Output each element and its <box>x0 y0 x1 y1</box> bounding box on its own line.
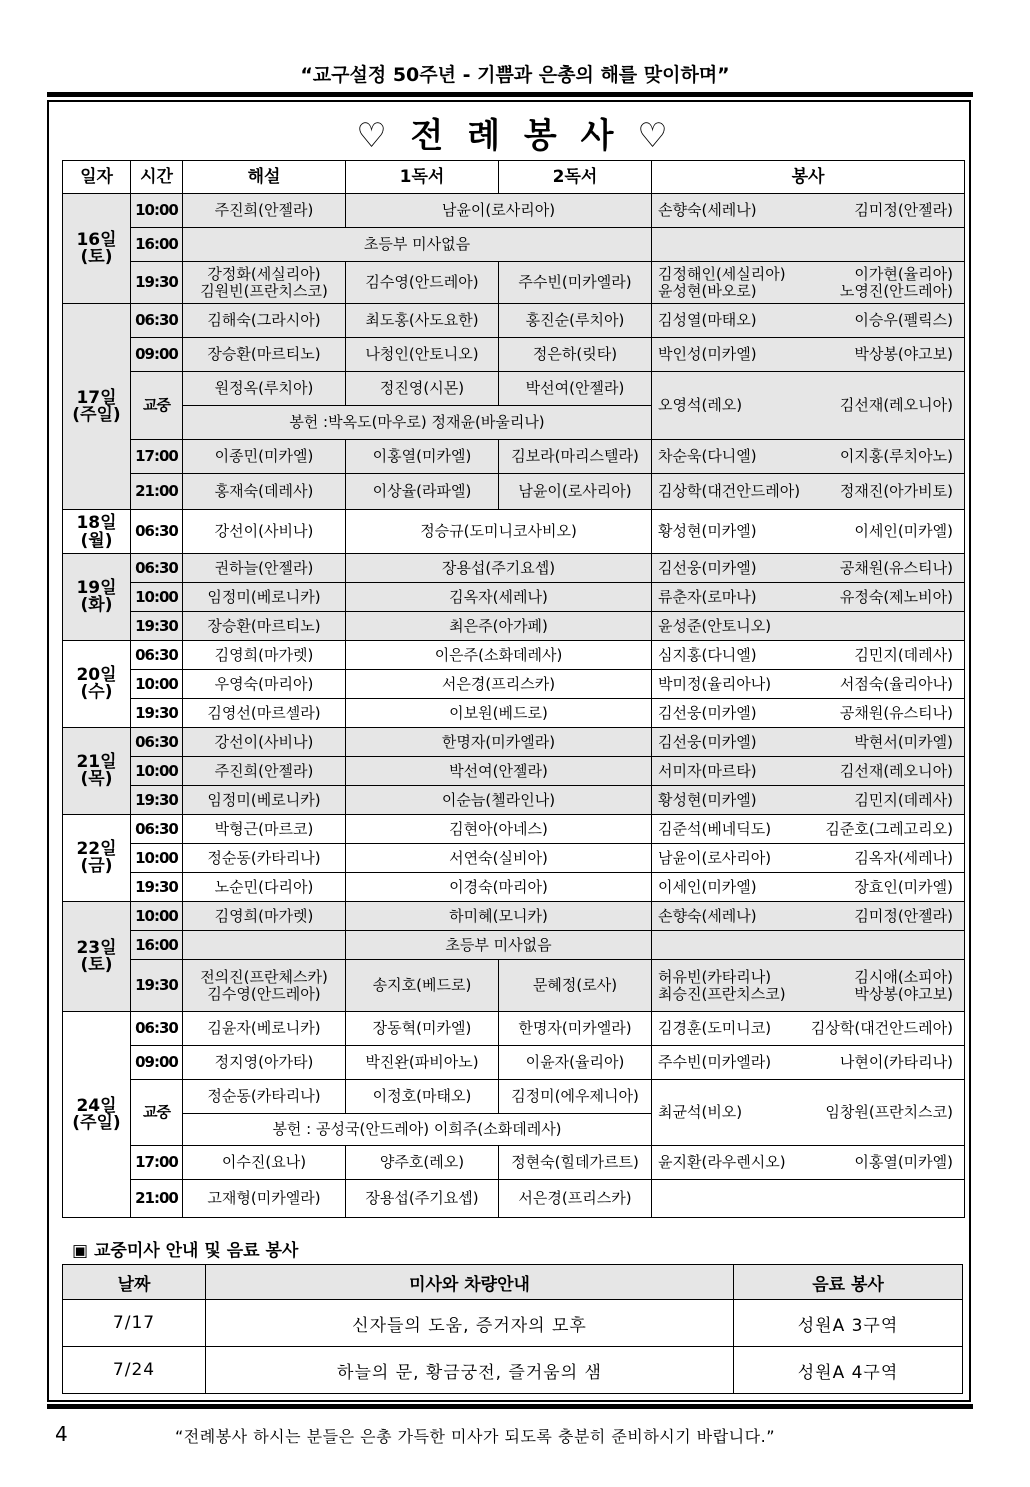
table-row <box>63 931 965 960</box>
col-reading1: 1독서 <box>346 161 499 194</box>
commentator: 정순동(카타리나) <box>183 1080 346 1114</box>
servers <box>652 1180 965 1218</box>
time-cell: 06:30 <box>131 304 183 338</box>
servers: 황성현(미카엘) 김민지(데레사) <box>652 786 965 815</box>
date-cell: 24일 (주일) <box>63 1012 131 1218</box>
servers: 심지홍(다니엘) 김민지(데레사) <box>652 641 965 670</box>
footer-text: “전례봉사 하시는 분들은 은총 가득한 미사가 되도록 충분히 준비하시기 바랍니다.” <box>175 1427 775 1446</box>
time-cell: 06:30 <box>131 815 183 844</box>
col-info-mass: 미사와 차량안내 <box>206 1265 734 1300</box>
commentator: 김해숙(그라시아) <box>183 304 346 338</box>
reader: 남윤이(로사리아) <box>346 194 652 228</box>
time-cell: 19:30 <box>131 699 183 728</box>
commentator: 김영선(마르셀라) <box>183 699 346 728</box>
servers: 손향숙(세레나) 김미정(안젤라) <box>652 194 965 228</box>
reader2: 정은하(릿타) <box>499 338 652 372</box>
servers: 박인성(미카엘) 박상봉(야고보) <box>652 338 965 372</box>
reader1: 이홍열(미카엘) <box>346 440 499 474</box>
commentator: 고재형(미카엘라) <box>183 1180 346 1218</box>
col-service: 봉사 <box>652 161 965 194</box>
servers: 김선웅(미카엘) 공채원(유스티나) <box>652 554 965 583</box>
time-cell: 10:00 <box>131 757 183 786</box>
servers: 이세인(미카엘) 장효인(미카엘) <box>652 873 965 902</box>
commentator: 임정미(베로니카) <box>183 786 346 815</box>
table-header-row <box>63 161 965 194</box>
commentator: 노순민(다리아) <box>183 873 346 902</box>
info-date: 7/17 <box>63 1300 206 1347</box>
reader1: 김수영(안드레아) <box>346 262 499 304</box>
time-cell: 10:00 <box>131 583 183 612</box>
time-cell: 19:30 <box>131 262 183 304</box>
servers: 손향숙(세레나) 김미정(안젤라) <box>652 902 965 931</box>
table-row <box>63 262 965 304</box>
servers <box>652 228 965 262</box>
time-cell: 06:30 <box>131 641 183 670</box>
reader1: 양주호(레오) <box>346 1146 499 1180</box>
time-cell: 19:30 <box>131 612 183 641</box>
reader2: 정현숙(힐데가르트) <box>499 1146 652 1180</box>
table-row <box>63 728 965 757</box>
servers: 남윤이(로사리아) 김옥자(세레나) <box>652 844 965 873</box>
table-row <box>63 1347 963 1394</box>
servers: 김정해인(세실리아) 이가현(율리아) 윤성현(바오로) 노영진(안드레아) <box>652 262 965 304</box>
bottom-rule <box>47 1404 973 1409</box>
reader2: 남윤이(로사리아) <box>499 474 652 510</box>
reader: 장용섭(주기요셉) <box>346 554 652 583</box>
date-cell: 18일 (월) <box>63 510 131 554</box>
reader2: 김보라(마리스텔라) <box>499 440 652 474</box>
time-cell: 16:00 <box>131 931 183 960</box>
servers: 주수빈(미카엘라) 나현이(카타리나) <box>652 1046 965 1080</box>
reader: 한명자(미카엘라) <box>346 728 652 757</box>
servers <box>652 931 965 960</box>
table-row <box>63 372 965 406</box>
reader2: 문혜정(로사) <box>499 960 652 1012</box>
time-cell: 10:00 <box>131 902 183 931</box>
time-cell: 17:00 <box>131 1146 183 1180</box>
col-date: 일자 <box>63 161 131 194</box>
reader1: 이정호(마태오) <box>346 1080 499 1114</box>
table-row <box>63 583 965 612</box>
table-row <box>63 815 965 844</box>
time-cell: 10:00 <box>131 194 183 228</box>
table-row <box>63 440 965 474</box>
liturgy-schedule-table <box>62 160 965 1218</box>
time-cell: 21:00 <box>131 1180 183 1218</box>
commentator: 권하늘(안젤라) <box>183 554 346 583</box>
time-cell: 09:00 <box>131 338 183 372</box>
table-row <box>63 554 965 583</box>
time-cell: 06:30 <box>131 1012 183 1046</box>
reader2: 홍진순(루치아) <box>499 304 652 338</box>
commentator: 강선이(사비나) <box>183 510 346 554</box>
servers: 오영석(레오) 김선재(레오니아) <box>652 372 965 440</box>
page-number: 4 <box>55 1422 68 1446</box>
commentator: 강정화(세실리아) 김원빈(프란치스코) <box>183 262 346 304</box>
offertory: 봉헌 : 공성국(안드레아) 이희주(소화데레사) <box>183 1114 652 1146</box>
servers: 차순욱(다니엘) 이지홍(루치아노) <box>652 440 965 474</box>
commentator: 이수진(요나) <box>183 1146 346 1180</box>
table-row <box>63 474 965 510</box>
time-cell: 교중 <box>131 372 183 440</box>
time-cell: 19:30 <box>131 960 183 1012</box>
reader: 최은주(아가페) <box>346 612 652 641</box>
servers: 류춘자(로마나) 유정숙(제노비아) <box>652 583 965 612</box>
info-drink: 성원A 3구역 <box>734 1300 963 1347</box>
mass-info-table <box>62 1264 963 1394</box>
time-cell: 06:30 <box>131 728 183 757</box>
servers: 윤성준(안토니오) <box>652 612 965 641</box>
table-row <box>63 304 965 338</box>
info-mass: 하늘의 문, 황금궁전, 즐거움의 샘 <box>206 1347 734 1394</box>
commentator: 임정미(베로니카) <box>183 583 346 612</box>
section-title: ▣ 교중미사 안내 및 음료 봉사 <box>72 1241 299 1261</box>
commentator: 정지영(아가타) <box>183 1046 346 1080</box>
reader: 김옥자(세레나) <box>346 583 652 612</box>
col-reading2: 2독서 <box>499 161 652 194</box>
top-rule <box>47 92 973 97</box>
time-cell: 10:00 <box>131 844 183 873</box>
commentator: 우영숙(마리아) <box>183 670 346 699</box>
date-cell: 19일 (화) <box>63 554 131 641</box>
reader2: 주수빈(미카엘라) <box>499 262 652 304</box>
commentator: 이종민(미카엘) <box>183 440 346 474</box>
reader1: 이상율(라파엘) <box>346 474 499 510</box>
reader: 서은경(프리스카) <box>346 670 652 699</box>
date-cell: 21일 (목) <box>63 728 131 815</box>
table-row <box>63 960 965 1012</box>
time-cell: 06:30 <box>131 554 183 583</box>
commentator: 주진희(안젤라) <box>183 757 346 786</box>
commentator: 박형근(마르코) <box>183 815 346 844</box>
servers: 서미자(마르타) 김선재(레오니아) <box>652 757 965 786</box>
table-row <box>63 1012 965 1046</box>
table-row <box>63 844 965 873</box>
table-row <box>63 510 965 554</box>
commentator: 장승환(마르티노) <box>183 338 346 372</box>
date-cell: 23일 (토) <box>63 902 131 1012</box>
info-mass: 신자들의 도움, 증거자의 모후 <box>206 1300 734 1347</box>
table-row <box>63 670 965 699</box>
table-row <box>63 786 965 815</box>
commentator: 김영희(마가렛) <box>183 902 346 931</box>
main-title: ♡ 전 례 봉 사 ♡ <box>356 116 674 156</box>
servers: 허유빈(카타리나) 김시애(소피아) 최승진(프란치스코) 박상봉(야고보) <box>652 960 965 1012</box>
table-row <box>63 194 965 228</box>
servers: 김선웅(미카엘) 박현서(미카엘) <box>652 728 965 757</box>
servers: 최균석(비오) 임창원(프란치스코) <box>652 1080 965 1146</box>
reader2: 한명자(미카엘라) <box>499 1012 652 1046</box>
reader1: 최도홍(사도요한) <box>346 304 499 338</box>
reader: 이은주(소화데레사) <box>346 641 652 670</box>
no-mass-note: 초등부 미사없음 <box>346 931 652 960</box>
time-cell: 19:30 <box>131 873 183 902</box>
table-row <box>63 338 965 372</box>
reader: 김현아(아네스) <box>346 815 652 844</box>
commentator: 전의진(프란체스카) 김수영(안드레아) <box>183 960 346 1012</box>
servers: 김상학(대건안드레아) 정재진(아가비토) <box>652 474 965 510</box>
date-cell: 20일 (수) <box>63 641 131 728</box>
table-row <box>63 902 965 931</box>
commentator: 김영희(마가렛) <box>183 641 346 670</box>
table-row <box>63 641 965 670</box>
table-row <box>63 757 965 786</box>
commentator: 강선이(사비나) <box>183 728 346 757</box>
reader2: 이윤자(율리아) <box>499 1046 652 1080</box>
reader: 이보원(베드로) <box>346 699 652 728</box>
reader: 이순늠(첼라인나) <box>346 786 652 815</box>
reader: 하미혜(모니카) <box>346 902 652 931</box>
time-cell: 교중 <box>131 1080 183 1146</box>
reader: 정승규(도미니코사비오) <box>346 510 652 554</box>
reader: 이경숙(마리아) <box>346 873 652 902</box>
reader2: 서은경(프리스카) <box>499 1180 652 1218</box>
time-cell: 09:00 <box>131 1046 183 1080</box>
col-time: 시간 <box>131 161 183 194</box>
reader1: 장동혁(미카엘) <box>346 1012 499 1046</box>
reader1: 장용섭(주기요셉) <box>346 1180 499 1218</box>
table-row <box>63 1080 965 1114</box>
servers: 김경훈(도미니코) 김상학(대건안드레아) <box>652 1012 965 1046</box>
time-cell: 21:00 <box>131 474 183 510</box>
info-drink: 성원A 4구역 <box>734 1347 963 1394</box>
time-cell: 19:30 <box>131 786 183 815</box>
info-date: 7/24 <box>63 1347 206 1394</box>
commentator: 주진희(안젤라) <box>183 194 346 228</box>
no-mass-note: 초등부 미사없음 <box>183 228 652 262</box>
reader1: 송지호(베드로) <box>346 960 499 1012</box>
reader2: 박선여(안젤라) <box>499 372 652 406</box>
commentator: 홍재숙(데레사) <box>183 474 346 510</box>
commentator: 장승환(마르티노) <box>183 612 346 641</box>
reader1: 나청인(안토니오) <box>346 338 499 372</box>
servers: 황성현(미카엘) 이세인(미카엘) <box>652 510 965 554</box>
time-cell: 06:30 <box>131 510 183 554</box>
date-cell: 22일 (금) <box>63 815 131 902</box>
servers: 김준석(베네딕도) 김준호(그레고리오) <box>652 815 965 844</box>
reader2: 김정미(에우제니아) <box>499 1080 652 1114</box>
col-commentary: 해설 <box>183 161 346 194</box>
date-cell: 17일 (주일) <box>63 304 131 510</box>
date-cell: 16일 (토) <box>63 194 131 304</box>
servers: 김선웅(미카엘) 공채원(유스티나) <box>652 699 965 728</box>
commentator: 정순동(카타리나) <box>183 844 346 873</box>
top-title: “교구설정 50주년 - 기쁨과 은총의 해를 맞이하며” <box>300 64 730 86</box>
table-row <box>63 1046 965 1080</box>
commentator: 원정옥(루치아) <box>183 372 346 406</box>
time-cell: 10:00 <box>131 670 183 699</box>
servers: 윤지환(라우렌시오) 이홍열(미카엘) <box>652 1146 965 1180</box>
reader1: 박진완(파비아노) <box>346 1046 499 1080</box>
table-row <box>63 1300 963 1347</box>
col-info-date: 날짜 <box>63 1265 206 1300</box>
servers: 김성열(마태오) 이승우(펠릭스) <box>652 304 965 338</box>
time-cell: 17:00 <box>131 440 183 474</box>
table-row <box>63 699 965 728</box>
reader1: 정진영(시몬) <box>346 372 499 406</box>
commentator <box>183 931 346 960</box>
col-info-drink: 음료 봉사 <box>734 1265 963 1300</box>
table-row <box>63 612 965 641</box>
table-row <box>63 1180 965 1218</box>
reader: 서연숙(실비아) <box>346 844 652 873</box>
table-row <box>63 873 965 902</box>
table-row <box>63 228 965 262</box>
offertory: 봉헌 :박옥도(마우로) 정재윤(바울리나) <box>183 406 652 440</box>
reader: 박선여(안젤라) <box>346 757 652 786</box>
servers: 박미정(율리아나) 서점숙(율리아나) <box>652 670 965 699</box>
info-header-row <box>63 1265 963 1300</box>
time-cell: 16:00 <box>131 228 183 262</box>
commentator: 김윤자(베로니카) <box>183 1012 346 1046</box>
table-row <box>63 1146 965 1180</box>
